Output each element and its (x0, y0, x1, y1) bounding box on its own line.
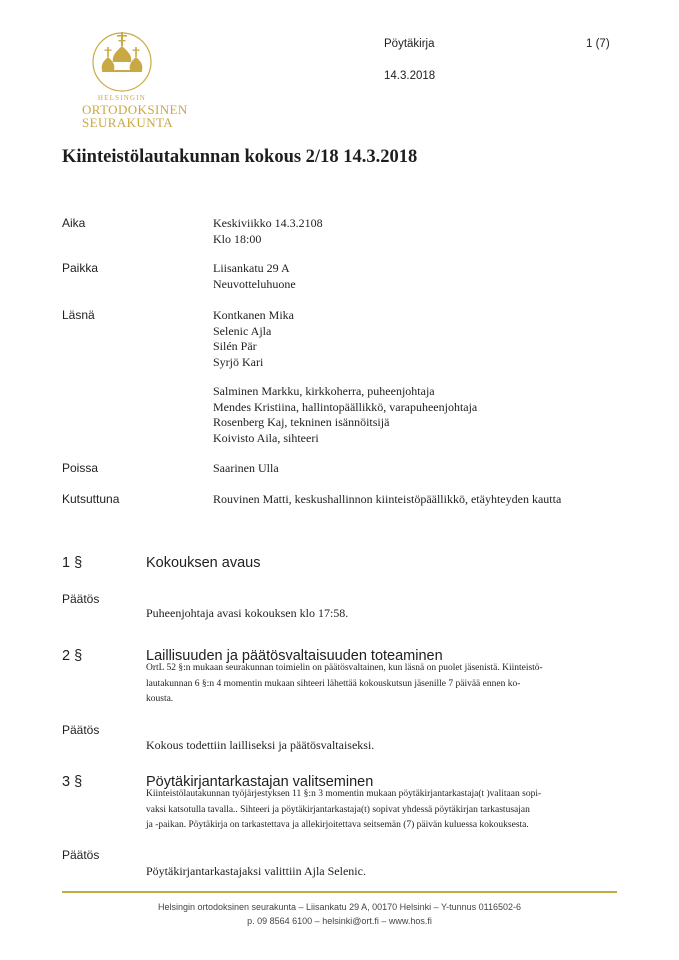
present-others (213, 384, 477, 446)
logo-text-line1: HELSINGIN (97, 94, 147, 102)
member-name: Silén Pär (213, 339, 257, 353)
decision-label: Päätös (62, 723, 100, 737)
decision-text: Pöytäkirjantarkastajaksi valittiin Ajla Selenic. (146, 864, 366, 878)
logo-text-line3: SEURAKUNTA (82, 115, 174, 130)
body-line: vaksi katsotulla tavalla.. Sihteeri ja pöytäkirjantarkastaja(t) sopivat yhdessä pöytäkirjan tarkastusajan (146, 804, 530, 815)
parish-logo (82, 26, 188, 130)
attendee-name: Salminen Markku, kirkkoherra, puheenjohtaja (213, 384, 435, 398)
body-line: lautakunnan 6 §:n 4 momentin mukaan sihteeri lähettää kokouskutsun jäsenille 7 päivää ennen ko- (146, 678, 521, 689)
place-line: Liisankatu 29 A (213, 261, 290, 275)
section-title: Kokouksen avaus (146, 555, 261, 571)
time-label: Aika (62, 216, 86, 230)
body-line: ja -paikan. Pöytäkirja on tarkastettava ja allekirjoitettava seitsemän (7) päivän kuluessa kokouksesta. (146, 820, 529, 830)
attendee-name: Mendes Kristiina, hallintopäällikkö, varapuheenjohtaja (213, 399, 478, 414)
page-title: Kiinteistölautakunnan kokous 2/18 14.3.2018 (62, 147, 418, 167)
document-type: Pöytäkirja (384, 38, 435, 50)
invited-value: Rouvinen Matti, keskushallinnon kiinteistöpäällikkö, etäyhteyden kautta (213, 492, 562, 506)
present-members (213, 308, 294, 370)
section-title: Laillisuuden ja päätösvaltaisuuden toteaminen (146, 648, 443, 664)
absent-value: Saarinen Ulla (213, 461, 279, 475)
document-date: 14.3.2018 (384, 70, 436, 82)
footer-address: Helsingin ortodoksinen seurakunta – Liisankatu 29 A, 00170 Helsinki – Y-tunnus 0116502-6 (157, 902, 522, 912)
section-title: Pöytäkirjantarkastajan valitseminen (146, 774, 374, 790)
member-name: Selenic Ajla (213, 323, 272, 338)
time-line: Keskiviikko 14.3.2108 (213, 216, 323, 230)
decision-text: Puheenjohtaja avasi kokouksen klo 17:58. (146, 606, 349, 620)
page-number: 1 (7) (586, 38, 610, 50)
decision-text: Kokous todettiin lailliseksi ja päätösvaltaiseksi. (146, 738, 375, 752)
body-line: kousta. (146, 694, 174, 704)
time-value (213, 216, 323, 247)
section-number: 2 § (62, 648, 83, 664)
time-line: Klo 18:00 (213, 231, 262, 246)
place-value (213, 261, 296, 292)
decision-label: Päätös (62, 592, 100, 606)
decision-label: Päätös (62, 848, 100, 862)
body-line: OrtL 52 §:n mukaan seurakunnan toimielin on päätösvaltainen, kun läsnä on puolet jäsenistä. Kiinteistö- (146, 663, 543, 673)
absent-label: Poissa (62, 461, 99, 475)
footer-contact: p. 09 8564 6100 – helsinki@ort.fi – www.hos.fi (247, 916, 432, 926)
place-label: Paikka (62, 261, 99, 275)
invited-label: Kutsuttuna (62, 492, 120, 506)
place-line: Neuvotteluhuone (213, 276, 296, 291)
body-line: Kiinteistölautakunnan työjärjestyksen 11 §:n 3 momentin mukaan pöytäkirjantarkastaja(t )valitaan sopi- (146, 789, 542, 799)
section-body (146, 661, 616, 708)
present-label: Läsnä (62, 308, 95, 322)
member-name: Kontkanen Mika (213, 308, 294, 322)
footer-divider (62, 891, 617, 893)
attendee-name: Koivisto Aila, sihteeri (213, 430, 319, 445)
logo-text-line2: ORTODOKSINEN (82, 102, 188, 117)
member-name: Syrjö Kari (213, 354, 264, 369)
section-body (146, 787, 616, 834)
onion-domes-with-crosses-icon (90, 26, 154, 92)
section-number: 1 § (62, 555, 83, 571)
section-number: 3 § (62, 774, 83, 790)
attendee-name: Rosenberg Kaj, tekninen isännöitsijä (213, 415, 390, 429)
